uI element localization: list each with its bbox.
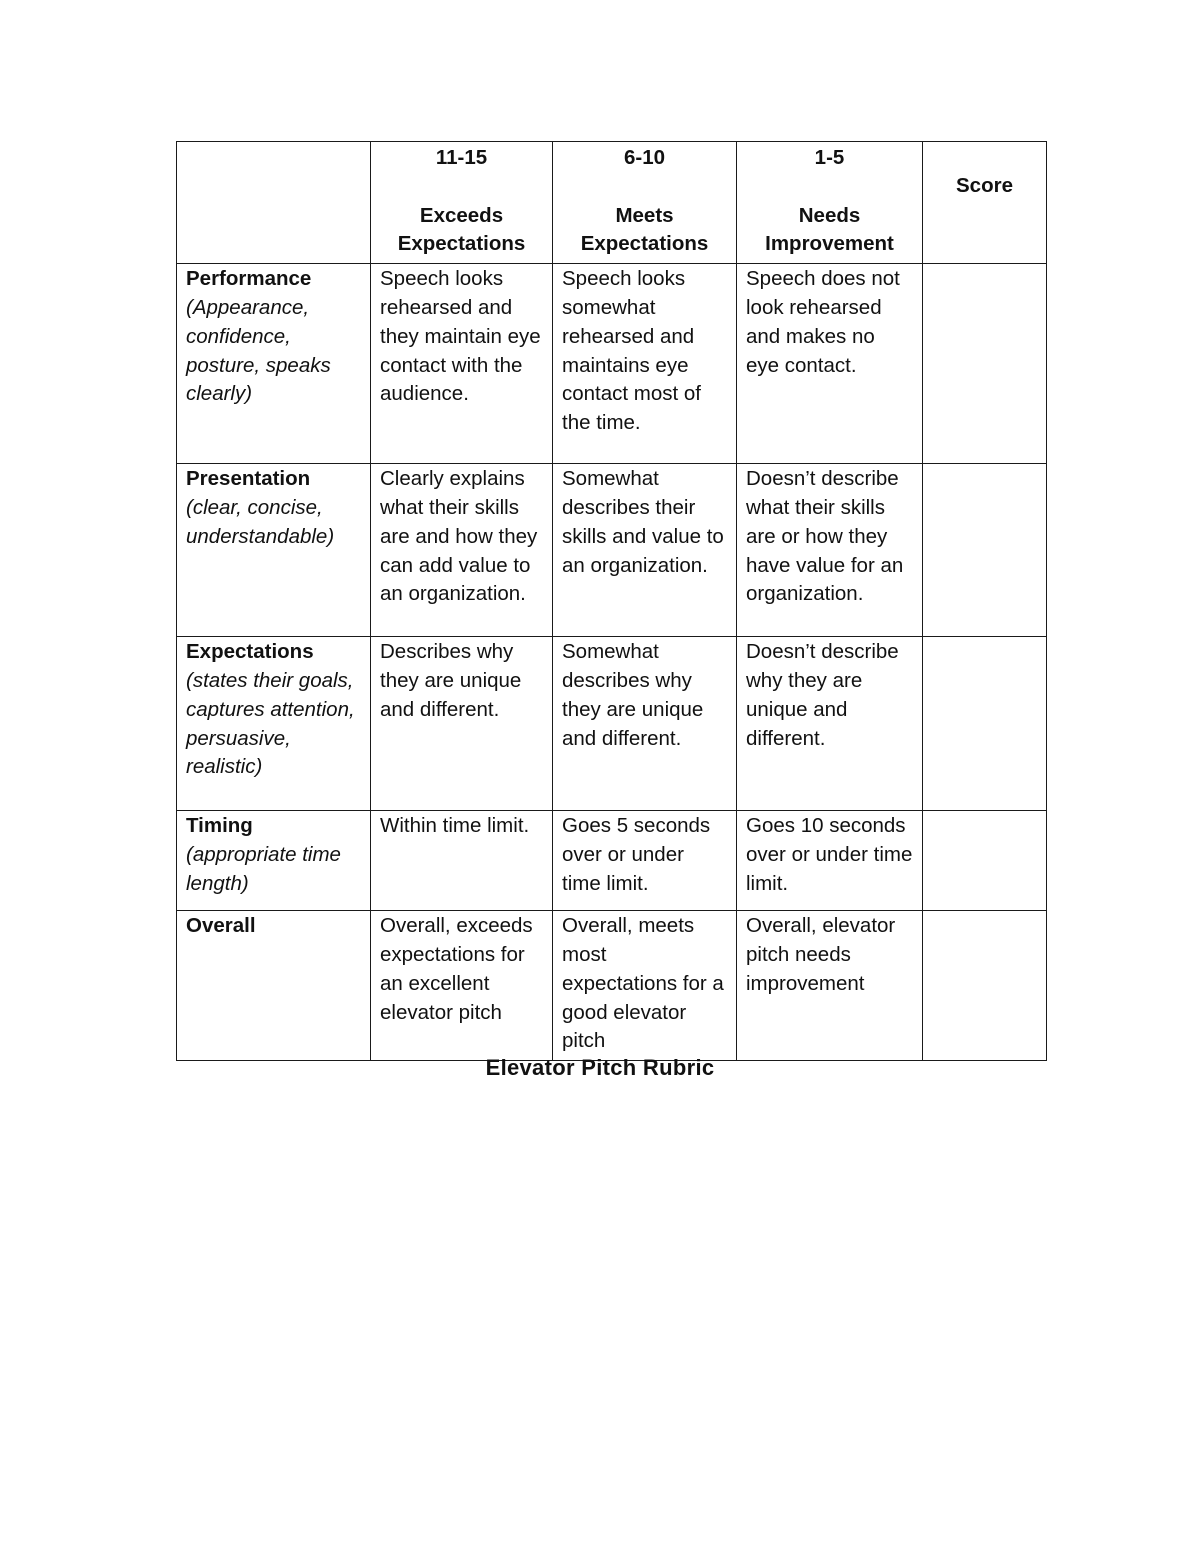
table-row xyxy=(177,637,1047,811)
exceeds-cell: Speech looks rehearsed and they maintain eye contact with the audience. xyxy=(371,264,553,464)
table-row xyxy=(177,811,1047,911)
header-exceeds-label: Exceeds Expectations xyxy=(397,203,526,256)
needs-cell: Speech does not look rehearsed and makes no eye contact. xyxy=(737,264,923,464)
header-criteria-cell xyxy=(177,142,371,264)
score-cell xyxy=(923,637,1047,811)
header-needs-label: Needs Improvement xyxy=(765,203,894,256)
score-cell xyxy=(923,464,1047,637)
rubric-table xyxy=(176,141,1047,1061)
criterion-cell xyxy=(177,637,371,811)
exceeds-cell: Clearly explains what their skills are and how they can add value to an organization. xyxy=(371,464,553,637)
criterion-description: (Appearance, confidence, posture, speaks clearly) xyxy=(186,295,331,406)
header-needs-cell xyxy=(737,142,923,264)
criterion-name: Performance xyxy=(186,267,312,291)
meets-cell: Somewhat describes their skills and value to an organization. xyxy=(553,464,737,637)
meets-cell: Speech looks somewhat rehearsed and maintains eye contact most of the time. xyxy=(553,264,737,464)
header-needs-range: 1-5 xyxy=(814,146,845,169)
score-cell xyxy=(923,911,1047,1061)
exceeds-cell: Within time limit. xyxy=(371,811,553,911)
header-score-cell xyxy=(923,142,1047,264)
meets-cell: Overall, meets most expectations for a good elevator pitch xyxy=(553,911,737,1061)
meets-cell: Somewhat describes why they are unique and different. xyxy=(553,637,737,811)
header-exceeds-range: 11-15 xyxy=(435,146,488,169)
needs-cell: Goes 10 seconds over or under time limit. xyxy=(737,811,923,911)
header-meets-cell xyxy=(553,142,737,264)
criterion-name: Presentation xyxy=(186,467,311,491)
header-meets-range: 6-10 xyxy=(623,146,666,169)
criterion-name: Timing xyxy=(186,814,253,838)
criterion-cell xyxy=(177,911,371,1061)
needs-cell: Doesn’t describe why they are unique and different. xyxy=(737,637,923,811)
exceeds-cell: Overall, exceeds expectations for an excellent elevator pitch xyxy=(371,911,553,1061)
table-row xyxy=(177,464,1047,637)
score-cell xyxy=(923,811,1047,911)
table-row xyxy=(177,264,1047,464)
criterion-cell xyxy=(177,464,371,637)
exceeds-cell: Describes why they are unique and different. xyxy=(371,637,553,811)
header-row xyxy=(177,142,1047,264)
criterion-description: (clear, concise, understandable) xyxy=(186,495,335,548)
criterion-name: Overall xyxy=(186,914,256,938)
criterion-description: (states their goals, captures attention, persuasive, realistic) xyxy=(186,668,355,779)
meets-cell: Goes 5 seconds over or under time limit. xyxy=(553,811,737,911)
header-score-label: Score xyxy=(956,174,1013,197)
needs-cell: Doesn’t describe what their skills are or how they have value for an organization. xyxy=(737,464,923,637)
criterion-cell xyxy=(177,264,371,464)
criterion-cell xyxy=(177,811,371,911)
criterion-description: (appropriate time length) xyxy=(186,842,341,895)
score-cell xyxy=(923,264,1047,464)
document-caption: Elevator Pitch Rubric xyxy=(485,1055,715,1080)
header-meets-label: Meets Expectations xyxy=(580,203,709,256)
criterion-name: Expectations xyxy=(186,640,314,664)
header-exceeds-cell xyxy=(371,142,553,264)
needs-cell: Overall, elevator pitch needs improvement xyxy=(737,911,923,1061)
table-row xyxy=(177,911,1047,1061)
